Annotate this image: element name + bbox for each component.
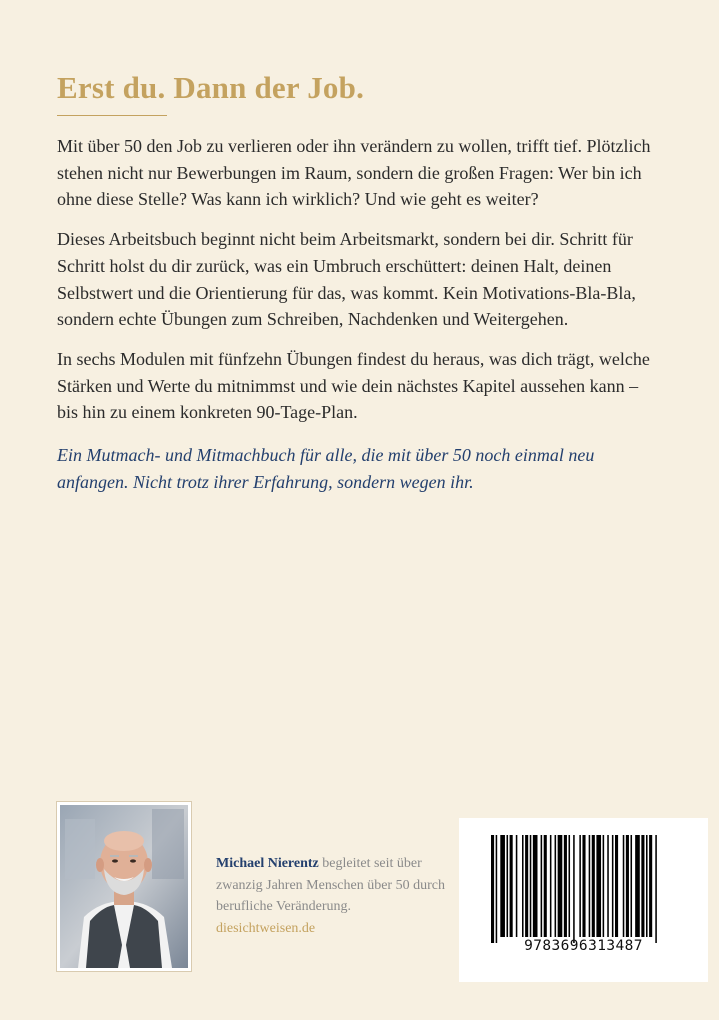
- barcode-bar: [525, 835, 528, 937]
- barcode-bar: [615, 835, 618, 937]
- barcode-bar: [649, 835, 652, 937]
- barcode-bar: [655, 835, 657, 943]
- barcode-bar: [579, 835, 581, 937]
- barcode-bar: [550, 835, 552, 937]
- barcode-bar: [596, 835, 601, 937]
- author-bio-text: begleitet seit über zwanzig Jahren Menschen über 50 durch berufliche Veränderung.: [216, 856, 445, 914]
- barcode-bar: [491, 835, 494, 943]
- barcode-bar: [541, 835, 543, 937]
- barcode-bar: [500, 835, 505, 937]
- barcode-bar: [582, 835, 585, 937]
- author-portrait-image: [60, 805, 188, 968]
- barcode-bar: [533, 835, 538, 937]
- barcode-bar: [516, 835, 518, 937]
- barcode-bar: [544, 835, 547, 937]
- barcode-icon: [489, 835, 678, 943]
- barcode-bar: [626, 835, 629, 937]
- barcode-bar: [569, 835, 571, 937]
- barcode-bar: [507, 835, 509, 937]
- isbn-number: 9783696313487: [524, 938, 643, 954]
- book-title: Erst du. Dann der Job.: [57, 70, 365, 105]
- blurb-paragraph-2: Dieses Arbeitsbuch beginnt nicht beim Arbeitsmarkt, sondern bei dir. Schritt für Schritt holst du dir zurück, was ein Umbruch erschüttert: deinen Halt, deinen Selbstwert und die Orientierung für das, was kommt. Kein Motivations-Bla-Bla, sondern echte Übungen zum Schreiben, Nachdenken und Weitergehen.: [57, 229, 636, 330]
- barcode-bar: [646, 835, 648, 937]
- barcode-bar: [603, 835, 605, 937]
- blurb-paragraph-3: In sechs Modulen mit fünfzehn Übungen findest du heraus, was dich trägt, welche Stärken und Werte du mitnimmst und wie dein nächstes Kapitel aussehen kann – bis hin zu einem konkreten 90-Tage-Plan.: [57, 348, 650, 423]
- barcode-bar: [558, 835, 563, 937]
- barcode-bar: [623, 835, 625, 937]
- barcode-bar: [612, 835, 614, 937]
- barcode-bar: [496, 835, 498, 943]
- blurb: [57, 133, 662, 508]
- author-photo: [56, 801, 192, 972]
- barcode-bar: [555, 835, 557, 937]
- blurb-paragraph-1: Mit über 50 den Job zu verlieren oder ihn verändern zu wollen, trifft tief. Plötzlich stehen nicht nur Bewerbungen im Raum, sondern die großen Fragen: Wer bin ich ohne diese Stelle? Was kann ich wirklich? Und wie geht es weiter?: [57, 136, 651, 210]
- barcode-bar: [641, 835, 644, 937]
- author-name: Michael Nierentz: [216, 856, 319, 871]
- barcode-bar: [592, 835, 595, 937]
- barcode-bar: [530, 835, 532, 937]
- barcode-bar: [573, 835, 575, 943]
- author-bio: [216, 853, 446, 939]
- barcode-bar: [607, 835, 609, 937]
- title-underline: [57, 115, 167, 116]
- author-website: diesichtweisen.de: [216, 920, 316, 936]
- barcode-bar: [589, 835, 591, 937]
- blurb-tagline: Ein Mutmach- und Mitmachbuch für alle, die mit über 50 noch einmal neu anfangen. Nicht trotz ihrer Erfahrung, sondern wegen ihr.: [57, 445, 595, 492]
- barcode-bar: [635, 835, 640, 937]
- barcode-bar: [564, 835, 567, 937]
- barcode-bar: [510, 835, 513, 937]
- barcode-bar: [522, 835, 524, 937]
- barcode-panel: [459, 818, 708, 982]
- barcode-bar: [631, 835, 633, 937]
